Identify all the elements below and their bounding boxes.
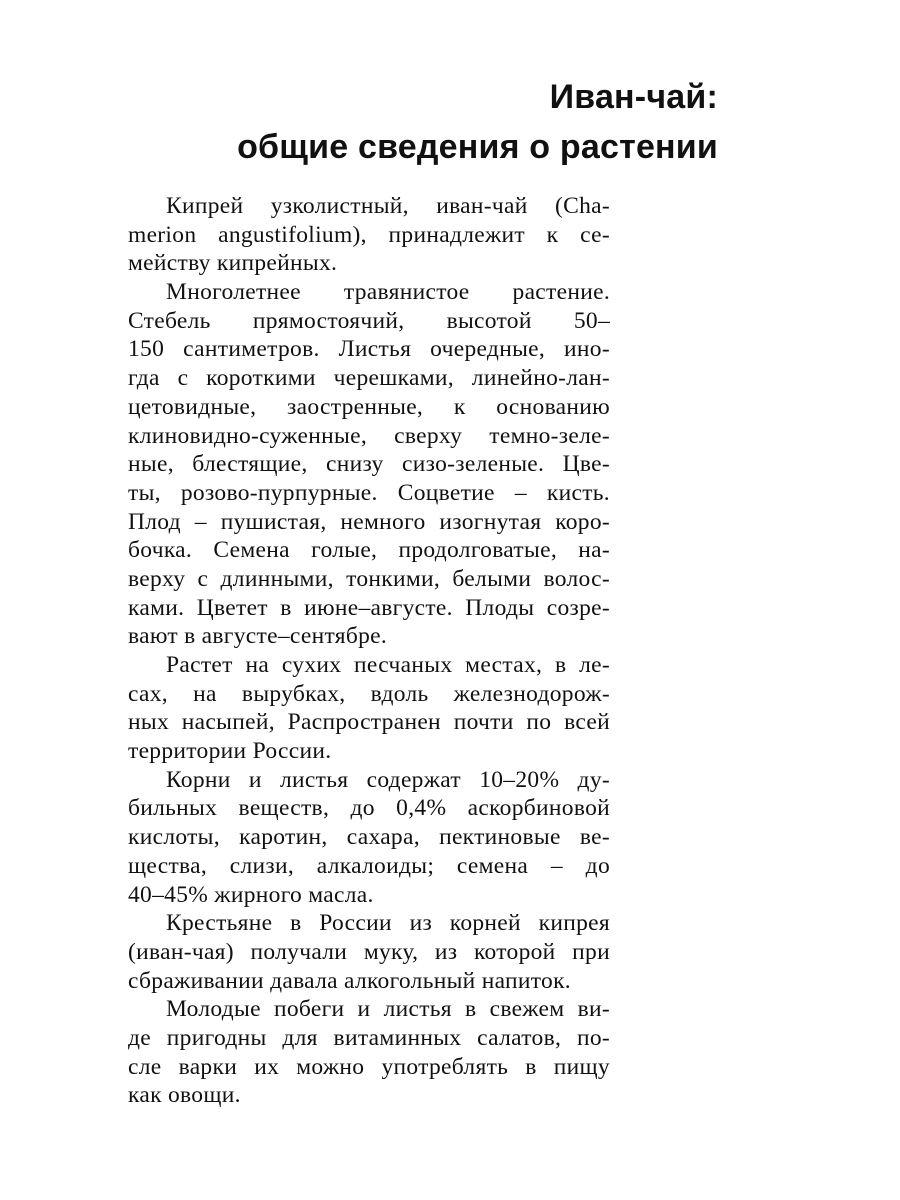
text-line: ные, блестящие, снизу сизо-зеленые. Цве- xyxy=(128,451,610,478)
text-line: сле варки их можно употреблять в пищу xyxy=(128,1053,610,1080)
text-line: 150 сантиметров. Листья очередные, ино- xyxy=(128,336,610,363)
text-line: территории России. xyxy=(128,738,332,765)
page-title xyxy=(237,72,718,172)
text-line: 40–45% жирного масла. xyxy=(128,881,374,908)
text-line: вают в августе–сентябре. xyxy=(128,623,388,650)
text-line: Плод – пушистая, немного изогнутая коро- xyxy=(128,508,610,535)
text-line: как овощи. xyxy=(128,1082,241,1109)
text-line: бочка. Семена голые, продолговатые, на- xyxy=(128,537,610,564)
text-line: сбраживании давала алкогольный напиток. xyxy=(128,967,571,994)
text-line: сах, на вырубках, вдоль железнодорож- xyxy=(128,680,610,707)
paragraph xyxy=(128,995,610,1110)
text-line: клиновидно-суженные, сверху темно-зеле- xyxy=(128,422,610,449)
text-line: Крестьяне в России из корней кипрея xyxy=(166,910,610,937)
text-line: (иван-чая) получали муку, из которой при xyxy=(128,938,610,965)
text-line: Корни и листья содержат 10–20% ду- xyxy=(166,766,610,793)
text-line: верху с длинными, тонкими, белыми волос- xyxy=(128,565,610,592)
text-line: мейству кипрейных. xyxy=(128,250,338,277)
text-line: merion angustifolium), принадлежит к се- xyxy=(128,221,610,248)
text-line: Кипрей узколистный, иван-чай (Cha- xyxy=(166,193,610,219)
text-line: Молодые побеги и листья в свежем ви- xyxy=(166,996,610,1023)
text-line: кислоты, каротин, сахара, пектиновые ве- xyxy=(128,824,610,851)
text-line: ты, розово-пурпурные. Соцветие – кисть. xyxy=(128,479,610,506)
text-line: Стебель прямостоячий, высотой 50– xyxy=(128,307,610,334)
text-line: ками. Цветет в июне–августе. Плоды созре- xyxy=(128,594,610,621)
text-line: ных насыпей, Распространен почти по всей xyxy=(128,709,610,736)
paragraph xyxy=(128,278,610,651)
text-line: Многолетнее травянистое растение. xyxy=(166,279,610,306)
text-line: гда с короткими черешками, линейно-лан- xyxy=(128,365,610,392)
paragraph xyxy=(128,766,610,909)
title-line-1: Иван-чай: xyxy=(549,78,718,116)
text-line: де пригодны для витаминных салатов, по- xyxy=(128,1024,610,1051)
text-line: щества, слизи, алкалоиды; семена – до xyxy=(128,852,610,879)
text-line: цетовидные, заостренные, к основанию xyxy=(128,393,610,420)
paragraph xyxy=(128,909,610,995)
paragraph xyxy=(128,651,610,766)
text-line: Растет на сухих песчаных местах, в ле- xyxy=(166,652,610,678)
text-line: бильных веществ, до 0,4% аскорбиновой xyxy=(128,795,610,822)
title-line-2: общие сведения о растении xyxy=(237,128,718,166)
body-text xyxy=(128,192,610,1110)
paragraph xyxy=(128,192,610,278)
